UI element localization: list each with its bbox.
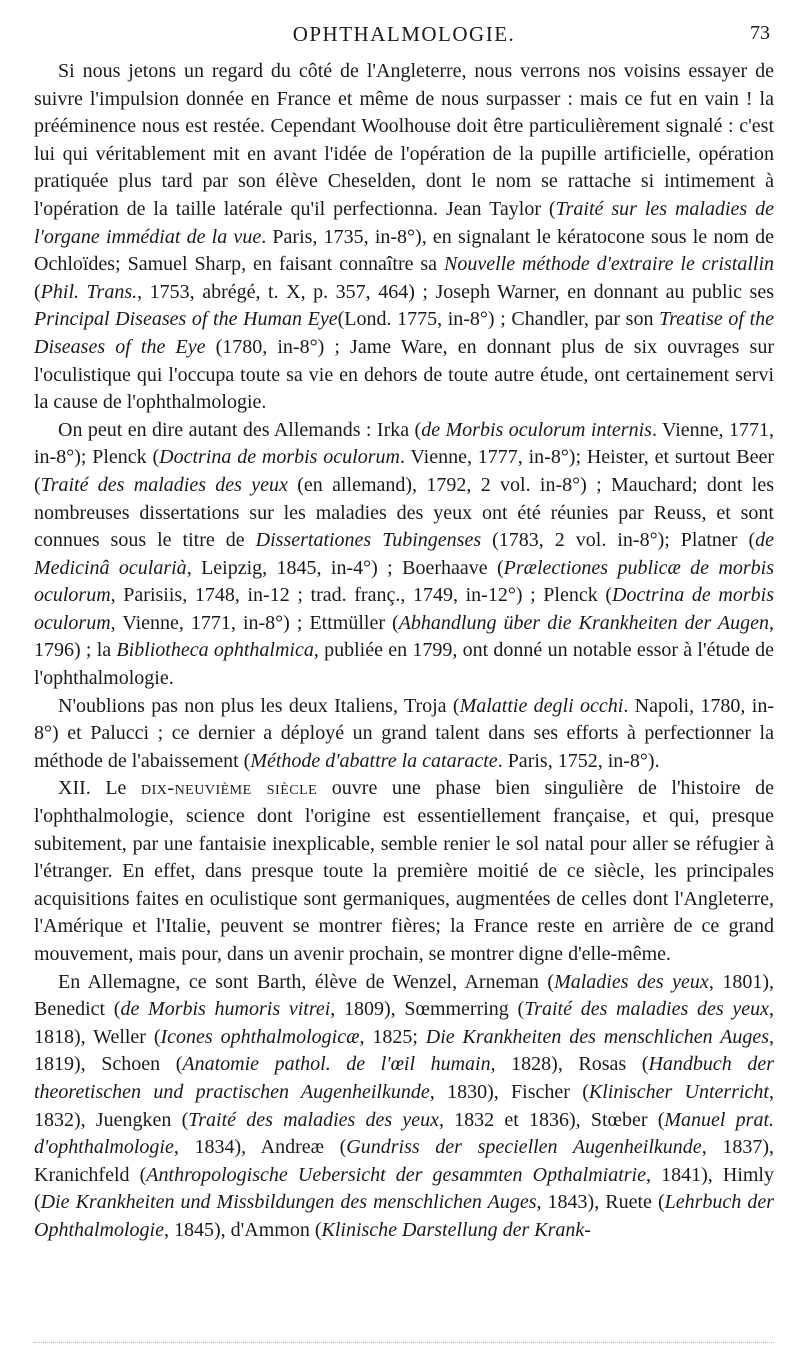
italic-title: Anthropologische Uebersicht der gesammten Opthalmiatrie (146, 1163, 646, 1186)
text-run: ( (34, 280, 41, 303)
text-run: N'oublions pas non plus les deux Italiens, Troja ( (58, 694, 460, 717)
text-run: Si nous jetons un regard du côté de l'Angleterre, nous verrons nos voisins essayer de suivre l'impulsion donnée en France et même de nous surpasser : mais ce fut en vain ! la prééminence nous est restée. Cependant Woolhouse doit être particulièrement signalé : c'est lui qui véritablement mit en avant l'idée de l'opération de la pupille artificielle, opération pratiquée plus tard par son élève Cheselden, dont le nom se rattache si intimement à l'opération de la taille latérale qu'il perfectionna. Jean Taylor ( (34, 60, 774, 220)
italic-title: Gundriss der speciellen Augenheilkunde (346, 1136, 702, 1159)
italic-title: Die Krankheiten des menschlichen Auges (425, 1025, 769, 1048)
text-run: , 1818), Weller ( (34, 998, 774, 1048)
italic-title: Lehrbuch der Ophthalmologie (34, 1191, 774, 1241)
text-run: . Paris, 1752, in-8°). (497, 749, 660, 772)
italic-title: Principal Diseases of the Human Eye (34, 308, 338, 331)
text-run: . Paris, 1735, in-8°), en signalant le kératocone sous le nom de Ochloïdes; Samuel Sharp, en faisant connaître sa (34, 225, 774, 276)
italic-title: Handbuch der theoretischen und practischen Augenheilkunde (34, 1053, 774, 1103)
body-text (34, 58, 774, 1245)
text-run: . Napoli, 1780, in-8°) et Palucci ; ce dernier a déployé un grand talent dans ses efforts à perfectionner la méthode de l'abaissement ( (34, 694, 774, 772)
italic-title: de Morbis oculorum internis (421, 418, 652, 441)
text-run: , 1837), Kranichfeld ( (34, 1136, 774, 1186)
text-run: (en allemand), 1792, 2 vol. in-8°) ; Mauchard; dont les nombreuses dissertations sur les maladies des yeux ont été réunies par Reuss, et sont connues sous le titre de (34, 473, 775, 552)
italic-title: Malattie degli occhi (459, 694, 624, 717)
italic-title: de Medicinâ ocularià (34, 529, 775, 579)
italic-title: Phil. Trans. (40, 280, 138, 303)
italic-title: Klinischer Unterricht (588, 1080, 769, 1103)
italic-title: Anatomie pathol. de l'œil humain (182, 1053, 491, 1076)
text-run: . Vienne, 1771, in-8°); Plenck ( (34, 418, 774, 469)
italic-title: Traité des maladies des yeux (524, 998, 769, 1021)
text-run: On peut en dire autant des Allemands : Irka ( (58, 418, 422, 441)
text-run: , Vienne, 1771, in-8°) ; Ettmüller ( (110, 611, 399, 634)
italic-title: Abhandlung über die Krankheiten der Augen (398, 611, 769, 634)
text-run: , 1834), Andreæ ( (173, 1136, 347, 1159)
text-run: , 1819), Schoen ( (34, 1025, 774, 1076)
text-run: , Parisiis, 1748, in-12 ; trad. franç., 1749, in-12°) ; Plenck ( (110, 584, 613, 607)
italic-title: Treatise of the Diseases of the Eye (34, 308, 775, 358)
text-run: , 1832 et 1836), Stœber ( (438, 1108, 665, 1131)
text-run: , 1809), Sœmmerring ( (330, 998, 525, 1021)
italic-title: de Morbis humoris vitrei (120, 998, 331, 1021)
text-run: , 1753, abrégé, t. X, p. 357, 464) ; Joseph Warner, en donnant au public ses (137, 280, 775, 303)
paragraph (34, 693, 774, 776)
text-run: (Lond. 1775, in-8°) ; Chandler, par son (337, 308, 660, 331)
italic-title: Die Krankheiten und Missbildungen des menschlichen Auges (40, 1191, 537, 1214)
text-run: , 1825; (359, 1025, 426, 1048)
text-run: (1780, in-8°) ; Jame Ware, en donnant plus de six ouvrages sur l'oculistique qui l'occupa toute sa vie en dehors de toute autre étude, ont certainement servi la cause de l'ophthalmologie. (34, 335, 774, 414)
italic-title: Maladies des yeux (554, 970, 709, 993)
text-run: (1783, 2 vol. in-8°); Platner ( (481, 529, 756, 552)
running-title: OPHTHALMOLOGIE. (292, 22, 516, 46)
paragraph (34, 417, 774, 693)
italic-title: Bibliotheca ophthalmica (116, 639, 314, 662)
italic-title: Nouvelle méthode d'extraire le cristallin (443, 253, 774, 276)
text-run: , 1828), Rosas ( (490, 1053, 649, 1076)
text-run: , 1832), Juengken ( (34, 1080, 774, 1131)
italic-title: Doctrina de morbis oculorum (34, 584, 774, 634)
text-run: , 1845), d'Ammon ( (164, 1218, 322, 1241)
italic-title: Doctrina de morbis oculorum (159, 446, 400, 469)
italic-title: Manuel prat. d'ophthalmologie (34, 1108, 775, 1159)
italic-title: Traité des maladies des yeux (188, 1108, 439, 1131)
italic-title: Klinische Darstellung der Krank- (321, 1218, 591, 1241)
paragraph (34, 58, 774, 417)
text-run: ouvre une phase bien singulière de l'histoire de l'ophthalmologie, science dont l'origine est essentiellement française, et qui, presque subitement, par une fantaisie inexplicable, semble renier le sol natal pour aller se réfugier à l'étranger. En effet, dans presque toute la première moitié de ce siècle, les principales acquisitions faites en oculistique sont germaniques, augmentées de celles dont l'Angleterre, l'Amérique et l'Italie, peuvent se montrer fières; la France reste en arrière de ce grand mouvement, mais pour, dans un avenir prochain, se montrer digne d'elle-même. (34, 777, 775, 965)
page-header (34, 22, 774, 52)
italic-title: Traité sur les maladies de l'organe immédiat de la vue (34, 197, 775, 248)
text-run: , publiée en 1799, ont donné un notable essor à l'étude de l'ophthalmologie. (34, 639, 775, 690)
page-number: 73 (750, 22, 770, 44)
text-run: , 1841), Himly ( (34, 1163, 774, 1214)
text-run: , 1796) ; la (34, 611, 774, 662)
italic-title: Prælectiones publicæ de morbis oculorum (34, 556, 774, 607)
italic-title: Méthode d'abattre la cataracte (250, 749, 498, 772)
text-run: , 1801), Benedict ( (34, 970, 774, 1021)
text-run: , 1843), Ruete ( (536, 1191, 665, 1214)
text-run: . Vienne, 1777, in-8°); Heister, et surtout Beer ( (34, 446, 774, 496)
italic-title: Dissertationes Tubingenses (255, 529, 482, 552)
text-run: , Leipzig, 1845, in-4°) ; Boerhaave ( (186, 556, 504, 579)
text-run: En Allemagne, ce sont Barth, élève de Wenzel, Arneman ( (58, 970, 555, 993)
paragraph (34, 775, 774, 968)
text-run: XII. Le (58, 777, 142, 800)
italic-title: Icones ophthalmologicæ (160, 1025, 360, 1048)
paragraph (34, 969, 774, 1245)
bottom-page-artifact (34, 1334, 774, 1343)
small-caps-text: dix-neuvième siècle (141, 777, 318, 800)
text-run: , 1830), Fischer ( (429, 1080, 589, 1103)
italic-title: Traité des maladies des yeux (40, 473, 288, 496)
